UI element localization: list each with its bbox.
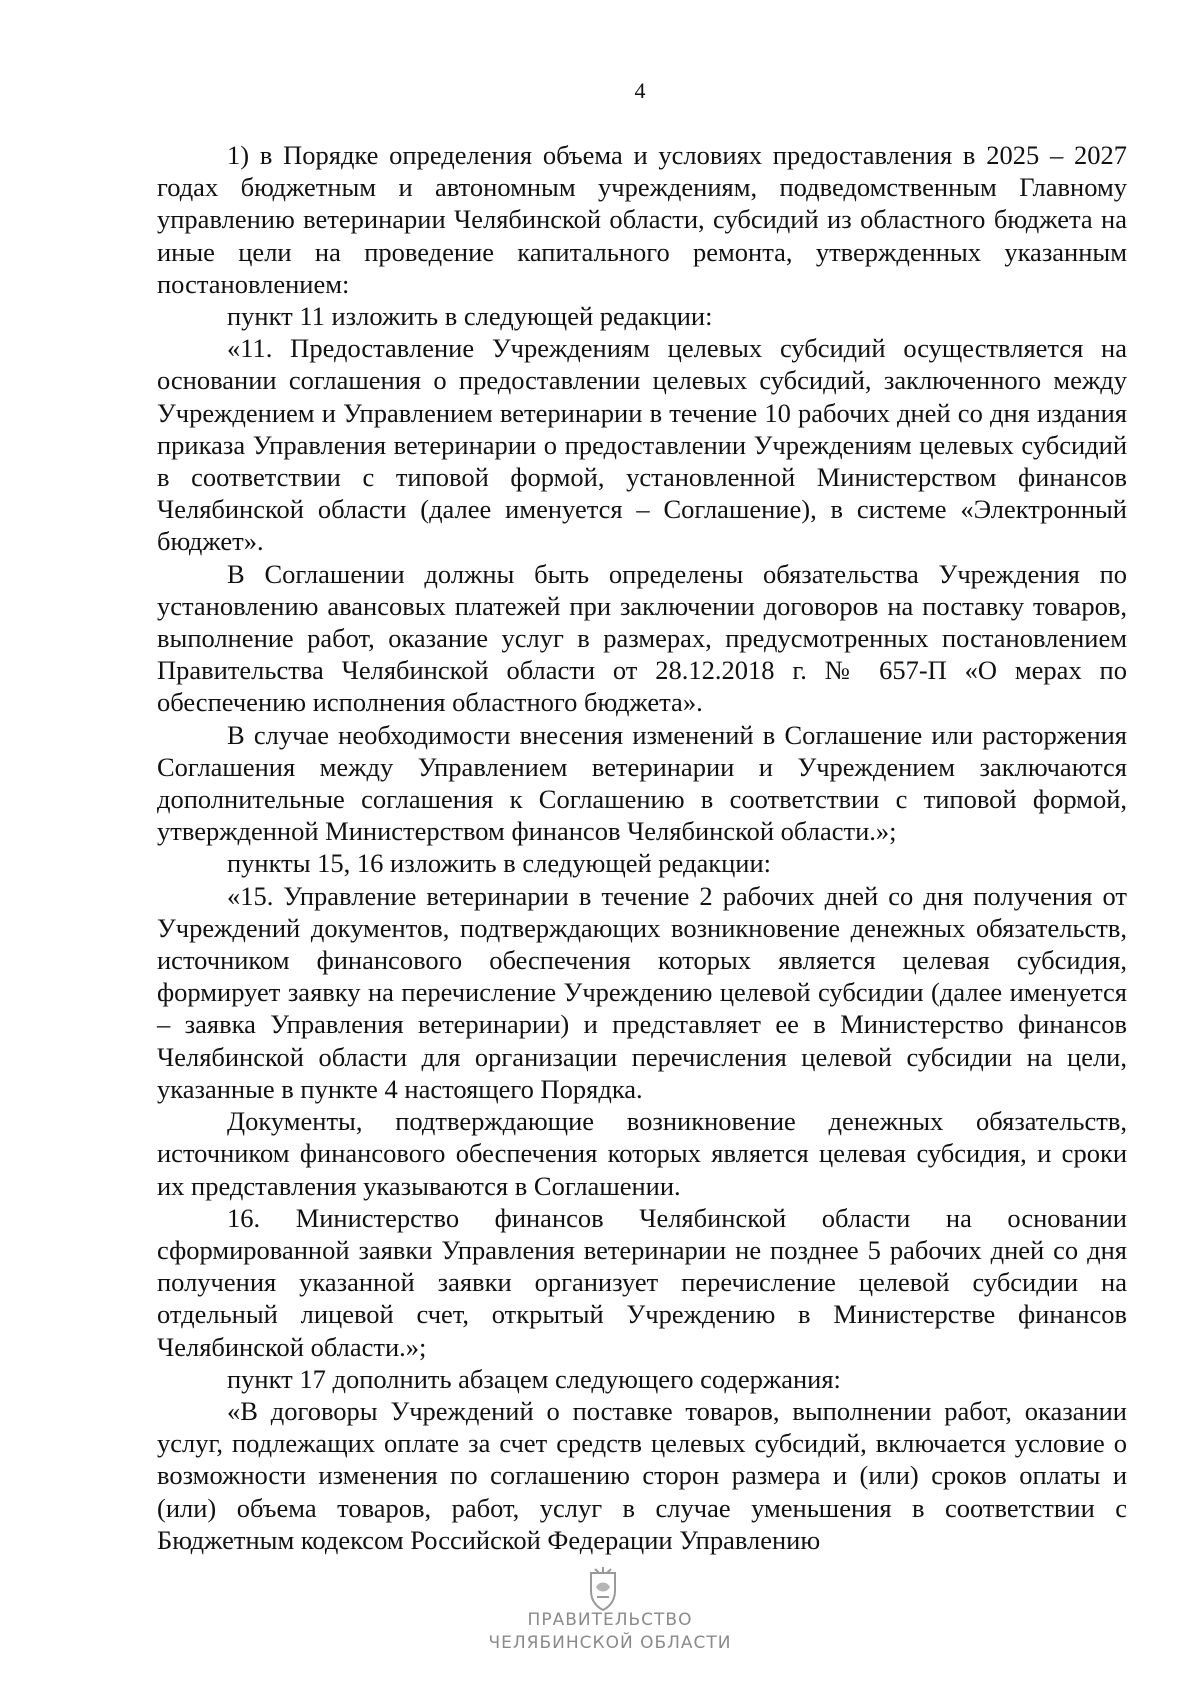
document-body — [157, 139, 1127, 1556]
paragraph-point-11-intro: пункт 11 изложить в следующей редакции: — [227, 301, 713, 332]
paragraph-agreement-changes: В случае необходимости внесения изменений в Соглашение или расторжения Соглашения между Управлением ветеринарии и Учреждением заключаются дополнительные соглашения к Соглашению в соответствии с типовой формой, утвержденной Министерством финансов Челябинской области.»; — [157, 719, 1127, 847]
footer-region-label: ЧЕЛЯБИНСКОЙ ОБЛАСТИ — [488, 1633, 732, 1653]
paragraph-point-16: 16. Министерство финансов Челябинской области на основании сформированной заявки Управления ветеринарии не позднее 5 рабочих дней со дня получения указанной заявки организует перечисление целевой субсидии на отдельный лицевой счет, открытый Учреждению в Министерстве финансов Челябинской области.»; — [157, 1202, 1127, 1362]
paragraph-agreement-obligations: В Соглашении должны быть определены обязательства Учреждения по установлению авансовых платежей при заключении договоров на поставку товаров, выполнение работ, оказание услуг в размерах, предусмотренных постановлением Правительства Челябинской области от 28.12.2018 г. № 657-П «О мерах по обеспечению исполнения областного бюджета». — [157, 558, 1127, 718]
paragraph-points-15-16-intro: пункты 15, 16 изложить в следующей редакции: — [227, 848, 772, 879]
coat-of-arms-icon — [583, 1565, 623, 1613]
paragraph-item-1: 1) в Порядке определения объема и условиях предоставления в 2025 – 2027 годах бюджетным и автономным учреждениям, подведомственным Главному управлению ветеринарии Челябинской области, субсидий из областного бюджета на иные цели на проведение капитального ремонта, утвержденных указанным постановлением: — [157, 140, 1127, 299]
paragraph-point-15: «15. Управление ветеринарии в течение 2 рабочих дней со дня получения от Учреждений документов, подтверждающих возникновение денежных обязательств, источником финансового обеспечения которых является целевая субсидия, формирует заявку на перечисление Учреждению целевой субсидии (далее именуется – заявка Управления ветеринарии) и представляет ее в Министерство финансов Челябинской области для организации перечисления целевой субсидии на цели, указанные в пункте 4 настоящего Порядка. — [157, 880, 1127, 1104]
paragraph-point-17-intro: пункт 17 дополнить абзацем следующего содержания: — [227, 1363, 841, 1394]
page-number: 4 — [634, 78, 646, 103]
paragraph-documents: Документы, подтверждающие возникновение денежных обязательств, источником финансового обеспечения которых является целевая субсидия, и сроки их представления указываются в Соглашении. — [157, 1106, 1127, 1201]
footer-government-label: ПРАВИТЕЛЬСТВО — [527, 1610, 693, 1630]
paragraph-point-11: «11. Предоставление Учреждениям целевых субсидий осуществляется на основании соглашения о предоставлении целевых субсидий, заключенного между Учреждением и Управлением ветеринарии в течение 10 рабочих дней со дня издания приказа Управления ветеринарии о предоставлении Учреждениям целевых субсидий в соответствии с типовой формой, установленной Министерством финансов Челябинской области (далее именуется – Соглашение), в системе «Электронный бюджет». — [157, 333, 1127, 557]
paragraph-point-17-addition: «В договоры Учреждений о поставке товаров, выполнении работ, оказании услуг, подлежащих оплате за счет средств целевых субсидий, включается условие о возможности изменения по соглашению сторон размера и (или) сроков оплаты и (или) объема товаров, работ, услуг в случае уменьшения в соответствии с Бюджетным кодексом Российской Федерации Управлению — [157, 1395, 1127, 1555]
